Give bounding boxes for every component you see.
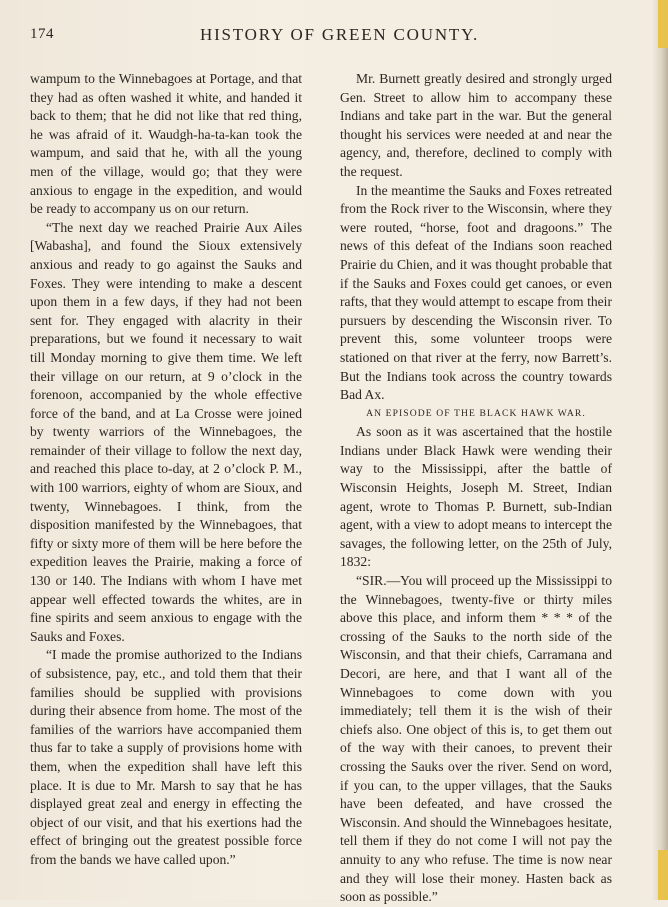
- left-paragraph-2: “The next day we reached Prairie Aux Ailes [Wabasha], and found the Sioux extensively anxious and ready to go against the Sauks and Foxes. They were intending to make a descent upon them in a few days, if they had not been sent for. They engaged with alacrity in their preparations, but we found it necessary to wait till Monday morning to give them time. We left their village on our return, at 9 o’clock in the forenoon, accompanied by the whole effective force of the band, and at La Crosse were joined by twenty warriors of the Winnebagoes, the remainder of their village to follow the next day, and reached this place to-day, at 2 o’clock P. M., with 100 warriors, eighty of whom are Sioux, and twenty, Winnebagoes. I think, from the disposition manifested by the Winnebagoes, that fifty or sixty more of them will be here before the expedition leaves the Prairie, making a force of 130 or 140. The Indians with whom I have met appear well effected towards the whites, are in fine spirits and seem anxious to engage with the Sauks and Foxes.: [30, 219, 302, 644]
- page-number: 174: [30, 26, 54, 42]
- page-edge-shadow: [652, 0, 668, 900]
- page-edge-tab-bottom: [658, 850, 668, 900]
- page-header: [30, 26, 630, 46]
- page-edge-tab-top: [658, 0, 668, 48]
- right-paragraph-3: As soon as it was ascertained that the hostile Indians under Black Hawk were wending their way to the Mississippi, after the battle of Wisconsin Heights, Joseph M. Street, Indian agent, wrote to Thomas P. Burnett, sub-Indian agent, with a view to adopt means to intercept the savages, the following letter, on the 25th of July, 1832:: [340, 424, 612, 570]
- left-column: [30, 70, 302, 870]
- right-paragraph-1: Mr. Burnett greatly desired and strongly urged Gen. Street to allow him to accompany these Indians and take part in the war. But the general thought his services were needed at and near the agency, and, therefore, declined to comply with the request.: [340, 71, 612, 179]
- section-heading: AN EPISODE OF THE BLACK HAWK WAR.: [366, 407, 586, 419]
- right-column: [340, 70, 612, 907]
- right-paragraph-4: “SIR.—You will proceed up the Mississippi to the Winnebagoes, twenty-five or thirty miles above this place, and inform them * * * of the crossing of the Sauks to the north side of the Wisconsin, and that their chiefs, Carramana and Decori, are here, and that I want all of the Winnebagoes to come down with you immediately; tell them it is the wish of their chiefs also. One object of this is, to get them out of the way with their canoes, to prevent their crossing the Sauks over the river. Send on word, if you can, to the upper villages, that the Sauks have been defeated, and have crossed the Wisconsin. And should the Winnebagoes hesitate, tell them if they do not come I will not pay the annuity to any who refuse. The time is now near and they will lose their money. Hasten back as soon as possible.”: [340, 573, 612, 905]
- right-paragraph-2: In the meantime the Sauks and Foxes retreated from the Rock river to the Wisconsin, where they were routed, “horse, foot and dragoons.” The news of this defeat of the Indians soon reached Prairie du Chien, and it was thought probable that if the Sauks and Foxes could get canoes, or even rafts, that they would attempt to escape from their pursuers by descending the Wisconsin river. To prevent this, some volunteer troops were stationed on that river at the ferry, now Barrett’s. But the Indians took across the country towards Bad Ax.: [340, 182, 612, 403]
- left-paragraph-3: “I made the promise authorized to the Indians of subsistence, pay, etc., and told them that their families should be supplied with provisions during their absence from home. The most of the families of the warriors have accompanied them thus far to take a supply of provisions home with them, when the expedition shall have left this place. It is due to Mr. Marsh to say that he has displayed great zeal and energy in effecting the object of our visit, and that his exertions had the effect of bringing out the greatest possible force from the bands we have called upon.”: [30, 647, 302, 867]
- left-paragraph-1: wampum to the Winnebagoes at Portage, and that they had as often washed it white, and handed it back to them; that he did not like that red thing, he was afraid of it. Waudgh-ha-ta-kan took the wampum, and said that he, with all the young men of the village, would go; that they were anxious to engage in the expedition, and would be ready to accompany us on our return.: [30, 71, 302, 217]
- running-head: HISTORY OF GREEN COUNTY.: [200, 25, 480, 44]
